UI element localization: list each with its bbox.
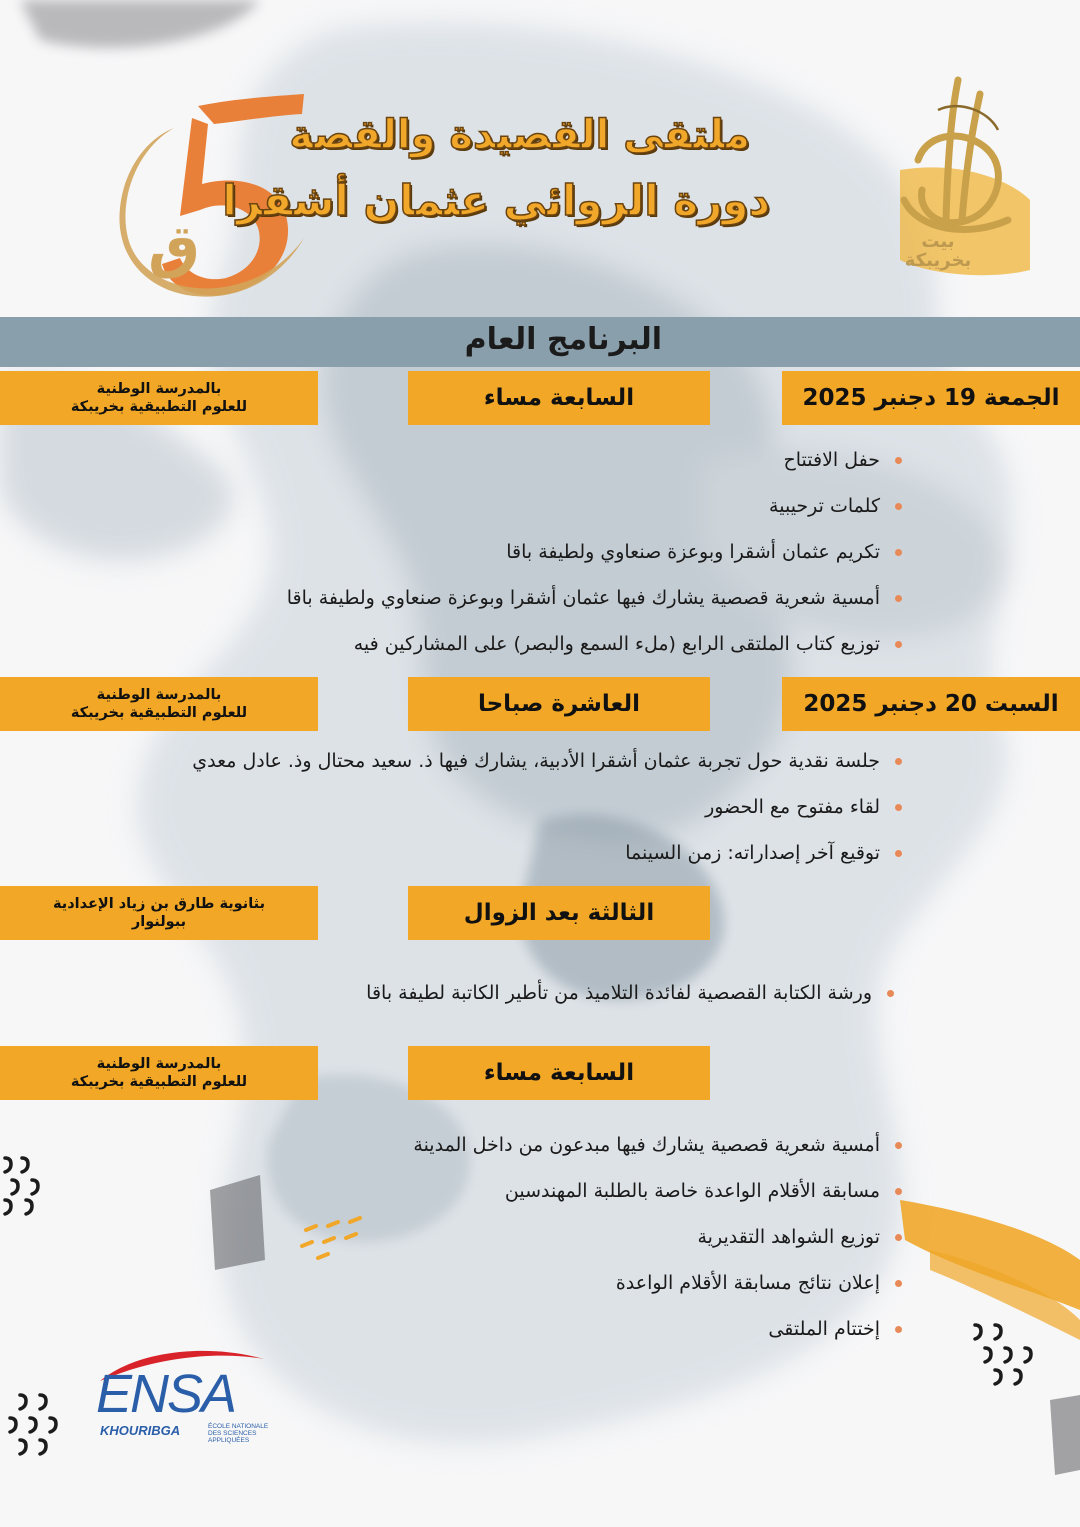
bullet-icon bbox=[895, 1234, 902, 1241]
ensa-logo-name: ENSA bbox=[96, 1364, 236, 1424]
session-1-time: السابعة مساء bbox=[408, 371, 710, 425]
list-item-text: توزيع كتاب الملتقى الرابع (ملء السمع والبصر) على المشاركين فيه bbox=[353, 633, 880, 655]
list-item bbox=[287, 529, 880, 575]
list-item bbox=[287, 575, 880, 621]
ensa-logo bbox=[96, 1345, 271, 1455]
session-1-day: الجمعة 19 دجنبر 2025 bbox=[782, 371, 1080, 425]
session-1-venue-line2: للعلوم التطبيقية بخريبكة bbox=[70, 399, 248, 415]
session-2-time: العاشرة صباحا bbox=[408, 677, 710, 731]
list-item-text: أمسية شعرية قصصية يشارك فيها مبدعون من داخل المدينة bbox=[413, 1134, 880, 1156]
list-item-text: كلمات ترحيبية bbox=[769, 495, 880, 517]
bullet-icon bbox=[895, 457, 902, 464]
bullet-icon bbox=[895, 804, 902, 811]
list-item-text: حفل الافتتاح bbox=[783, 449, 880, 471]
list-item bbox=[413, 1214, 880, 1260]
list-item-text: توقيع آخر إصداراته: زمن السينما bbox=[625, 842, 880, 864]
session-3-venue-line2: ببولنوار bbox=[131, 914, 187, 930]
list-item bbox=[413, 1260, 880, 1306]
list-item bbox=[413, 1306, 880, 1352]
bullet-icon bbox=[895, 595, 902, 602]
ensa-logo-subtitle: ÉCOLE NATIONALE DES SCIENCES APPLIQUÉES bbox=[208, 1423, 269, 1444]
session-3-time: الثالثة بعد الزوال bbox=[408, 886, 710, 940]
program-title: البرنامج العام bbox=[464, 322, 662, 357]
session-4-venue-line2: للعلوم التطبيقية بخريبكة bbox=[70, 1074, 248, 1090]
list-item-text: توزيع الشواهد التقديرية bbox=[697, 1226, 880, 1248]
bullet-icon bbox=[895, 503, 902, 510]
session-2-venue-line1: بالمدرسة الوطنية bbox=[96, 687, 222, 703]
right-logo-caption: بيت بخريبكة bbox=[904, 231, 972, 271]
list-item-text: إختتام الملتقى bbox=[768, 1318, 880, 1340]
list-item-text: إعلان نتائج مسابقة الأقلام الواعدة bbox=[615, 1272, 880, 1294]
list-item bbox=[192, 784, 880, 830]
session-3-venue-line1: بثانوية طارق بن زياد الإعدادية bbox=[52, 896, 266, 912]
calligraphy-logo bbox=[888, 70, 1028, 240]
bullet-icon bbox=[895, 549, 902, 556]
session-1-items bbox=[287, 437, 880, 667]
session-2-venue-line2: للعلوم التطبيقية بخريبكة bbox=[70, 705, 248, 721]
list-item-text: لقاء مفتوح مع الحضور bbox=[705, 796, 880, 818]
list-item bbox=[287, 621, 880, 667]
session-4-venue bbox=[0, 1046, 318, 1100]
title-line-1: ملتقى القصيدة والقصة bbox=[289, 112, 750, 158]
list-item bbox=[192, 738, 880, 784]
bullet-icon bbox=[887, 990, 894, 997]
list-item bbox=[413, 1168, 880, 1214]
session-4-items bbox=[413, 1122, 880, 1352]
list-item bbox=[366, 970, 872, 1016]
bullet-icon bbox=[895, 641, 902, 648]
bullet-icon bbox=[895, 1326, 902, 1333]
title-line-2: دورة الروائي عثمان أشقرا bbox=[222, 176, 770, 225]
session-2-venue bbox=[0, 677, 318, 731]
list-item-text: جلسة نقدية حول تجربة عثمان أشقرا الأدبية، يشارك فيها ذ. سعيد محتال وذ. عادل معدي bbox=[192, 750, 880, 772]
bullet-icon bbox=[895, 1280, 902, 1287]
session-3-venue bbox=[0, 886, 318, 940]
session-3-items bbox=[366, 970, 872, 1016]
session-4-venue-line1: بالمدرسة الوطنية bbox=[96, 1056, 222, 1072]
bullet-icon bbox=[895, 1188, 902, 1195]
edition-logo-letter: ق bbox=[148, 212, 200, 280]
session-2-day: السبت 20 دجنبر 2025 bbox=[782, 677, 1080, 731]
list-item-text: تكريم عثمان أشقرا وبوعزة صنعاوي ولطيفة باقا bbox=[506, 541, 880, 563]
list-item-text: أمسية شعرية قصصية يشارك فيها عثمان أشقرا وبوعزة صنعاوي ولطيفة باقا bbox=[286, 587, 880, 609]
bullet-icon bbox=[895, 1142, 902, 1149]
session-2-items bbox=[192, 738, 880, 876]
bullet-icon bbox=[895, 850, 902, 857]
list-item-text: ورشة الكتابة القصصية لفائدة التلاميذ من تأطير الكاتبة لطيفة باقا bbox=[366, 982, 872, 1004]
list-item bbox=[287, 437, 880, 483]
list-item bbox=[287, 483, 880, 529]
list-item bbox=[413, 1122, 880, 1168]
session-1-venue-line1: بالمدرسة الوطنية bbox=[96, 381, 222, 397]
bullet-icon bbox=[895, 758, 902, 765]
list-item-text: مسابقة الأقلام الواعدة خاصة بالطلبة المهندسين bbox=[504, 1180, 880, 1202]
session-4-time: السابعة مساء bbox=[408, 1046, 710, 1100]
session-1-venue bbox=[0, 371, 318, 425]
ensa-logo-city: KHOURIBGA bbox=[100, 1423, 181, 1438]
list-item bbox=[192, 830, 880, 876]
